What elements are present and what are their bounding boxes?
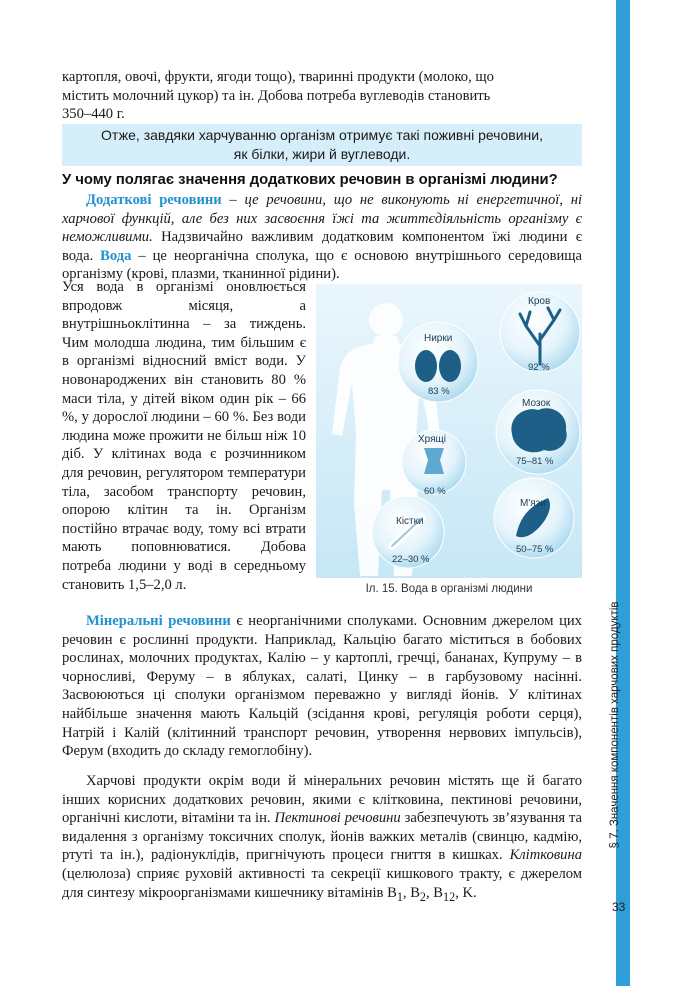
water-body-illustration xyxy=(316,284,582,578)
term-minerals: Мінеральні речовини xyxy=(86,613,231,629)
brain-icon xyxy=(511,408,566,452)
kidney-icon xyxy=(415,350,437,382)
section-side-caption: § 7. Значення компонентів харчових продуктів xyxy=(609,601,621,849)
water-paragraph: Уся вода в організмі оновлюється впродовж місяця, а внутрішньоклітинна – за тиждень. Чим молодша людина, тим більшим є в організмі відносний вміст води. У новонароджених він становить 80 % маси тіла, у дітей віком один рік – 66 %, у дорослої людини – 60 %. Без води людина може прожити не більш ніж 10 діб. У клітинах вода є розчинником для речовин, регулятором температури тіла, засобом транспорту речовин, опорою клітин та ін. Організм постійно втрачає воду, тому всі втрати мають поповнюватися. Добова потреба людини у воді в середньому становить 1,5–2,0 л. xyxy=(62,279,306,593)
svg-text:Кров: Кров xyxy=(528,296,551,307)
summary-box: Отже, завдяки харчуванню організм отримує такі поживні речовини, як білки, жири й вуглеводи. xyxy=(62,124,582,166)
svg-text:Мозок: Мозок xyxy=(522,398,551,409)
term-pectin: Пектинові речовини xyxy=(274,810,401,827)
organ-bubble-muscles xyxy=(494,478,574,558)
svg-text:60 %: 60 % xyxy=(424,486,446,497)
organ-bubble-kidneys xyxy=(398,322,478,402)
organ-bubble-bones xyxy=(372,496,444,568)
svg-text:Хрящі: Хрящі xyxy=(418,434,446,445)
svg-text:Кістки: Кістки xyxy=(396,516,424,527)
page-number: 33 xyxy=(612,900,626,914)
svg-text:М'язи: М'язи xyxy=(520,498,546,509)
additional-substances-paragraph: Додаткові речовини – це речовини, що не виконують ні енергетичної, ні харчової функцій, але без них засвоєння їжі та життєдіяльність організму є неможливими. Надзвичайно важливим додатковим компонентом їжі людини є вода. Вода – це неорганічна сполука, що є основою внутрішнього середовища організму (крові, плазми, тканинної рідини). xyxy=(62,192,583,283)
svg-text:22–30 %: 22–30 % xyxy=(392,554,430,565)
intro-paragraph: картопля, овочі, фрукти, ягоди тощо), тваринні продукти (молоко, що містить молочний цукор) та ін. Добова потреба вуглеводів становить 350–440 г. xyxy=(62,69,494,123)
term-water: Вода xyxy=(100,247,132,264)
organ-bubble-blood xyxy=(500,292,580,373)
svg-text:92 %: 92 % xyxy=(528,362,550,373)
svg-text:75–81 %: 75–81 % xyxy=(516,456,554,467)
definition-additional: це речовини, що не виконують ні енергетичної, ні харчової функцій, але без них засвоєння їжі та життєдіяльність організму є неможливими. xyxy=(62,192,583,246)
svg-text:50–75 %: 50–75 % xyxy=(516,544,554,555)
organ-bubble-brain xyxy=(496,390,580,474)
term-fiber: Клітковина xyxy=(509,847,582,864)
water-in-body-figure xyxy=(316,284,582,578)
term-additional: Додаткові речовини xyxy=(86,192,222,208)
minerals-paragraph: Мінеральні речовини є неорганічними сполуками. Основним джерелом цих речовин є рослинні продукти. Наприклад, Кальцію багато міститься в бобових рослинах, молочних продуктах, Калію – у картоплі, гречці, бананах, Купруму – в чорносливі, Феруму – в яблуках, салаті, Цинку – в гарбузовому насінні. Засвоюються ці сполуки організмом переважно у вигляді йонів. У клітинах найбільше значення мають Кальцій (зсідання крові, регуляція роботи серця), Натрій і Калій (клітинний транспорт речовин, утворення нервових імпульсів), Ферум (входить до складу гемоглобіну). xyxy=(62,613,582,760)
other-substances-paragraph: Харчові продукти окрім води й мінеральних речовин містять ще й багато інших корисних додаткових речовин, якими є клітковина, пектинові речовини, органічні кислоти, вітаміни та ін. Пектинові речовини забезпечують зв’язування та видалення з організму токсичних сполук, йонів важких металів (свинцю, кадмію, ртуті та ін.), радіонуклідів, пригнічують процеси гниття в кишках. Клітковина (целюлоза) сприяє руховій активності та секреції кишкового тракту, є джерелом для синтезу мікроорганізмами кишечнику вітамінів $B_1$, $B_2$, $B_{12}$, K. xyxy=(62,773,583,904)
kidney-icon xyxy=(439,350,461,382)
section-heading: У чому полягає значення додаткових речовин в організмі людини? xyxy=(62,172,558,188)
figure-caption: Іл. 15. Вода в організмі людини xyxy=(365,583,533,595)
svg-text:Нирки: Нирки xyxy=(424,333,453,344)
svg-text:83 %: 83 % xyxy=(428,386,450,397)
